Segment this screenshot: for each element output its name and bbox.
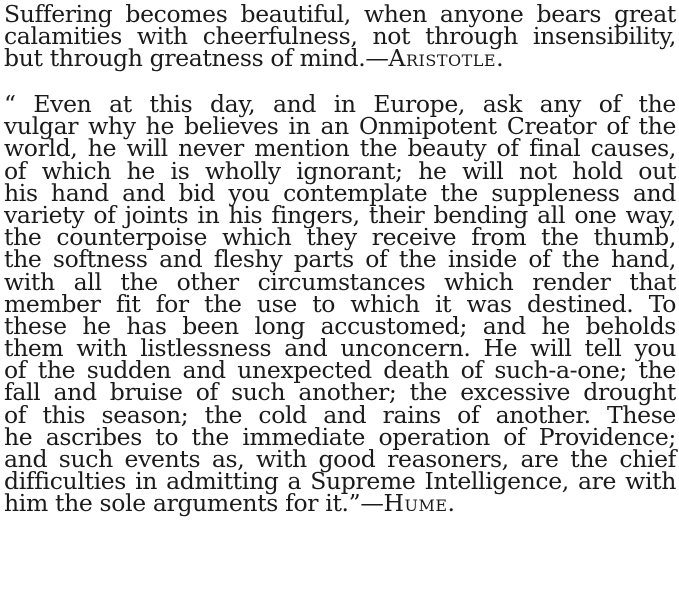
quote-line: world, he will never mention the beauty of final causes,: [4, 134, 676, 163]
quote-line: [4, 44, 676, 73]
quote-line: the counterpoise which they receive from the thumb,: [4, 223, 676, 252]
quote-line: of the sudden and unexpected death of such-a-one; the: [4, 356, 676, 385]
quote-line-text: him the sole arguments for it.”—: [4, 489, 384, 518]
quote-line: fall and bruise of such another; the excessive drought: [4, 378, 676, 407]
quote-line: these he has been long accustomed; and he beholds: [4, 311, 676, 340]
quote-line: and such events as, with good reasoners, are the chief: [4, 445, 676, 473]
quote-author: Aristotle.: [388, 44, 505, 73]
quote-line: vulgar why he believes in an Onmipotent Creator of the: [4, 112, 676, 141]
quote-line: of which he is wholly ignorant; he will not hold out: [4, 156, 676, 185]
quote-line: member fit for the use to which it was destined. To: [4, 289, 676, 318]
quote-line: with all the other circumstances which render that: [4, 267, 676, 296]
document-page: [4, 0, 676, 616]
quote-line: [4, 489, 676, 518]
quote-line: calamities with cheerfulness, not through insensibility,: [4, 22, 676, 51]
aristotle-quote: [4, 0, 676, 73]
quote-line: them with listlessness and unconcern. He will tell you: [4, 334, 676, 363]
quote-line: “ Even at this day, and in Europe, ask any of the: [4, 90, 676, 118]
quote-line: the softness and fleshy parts of the inside of the hand,: [4, 245, 676, 274]
hume-quote: [4, 90, 676, 518]
quote-line: difficulties in admitting a Supreme Intelligence, are with: [4, 467, 676, 496]
quote-line: of this season; the cold and rains of another. These: [4, 400, 676, 429]
quote-author: Hume.: [383, 489, 456, 518]
quote-line-text: but through greatness of mind.—: [4, 44, 389, 73]
quote-line: his hand and bid you contemplate the suppleness and: [4, 178, 676, 207]
quote-line: he ascribes to the immediate operation of Providence;: [4, 422, 676, 451]
quote-line: variety of joints in his fingers, their bending all one way,: [4, 200, 676, 229]
quote-line: Suffering becomes beautiful, when anyone bears great: [4, 0, 676, 28]
